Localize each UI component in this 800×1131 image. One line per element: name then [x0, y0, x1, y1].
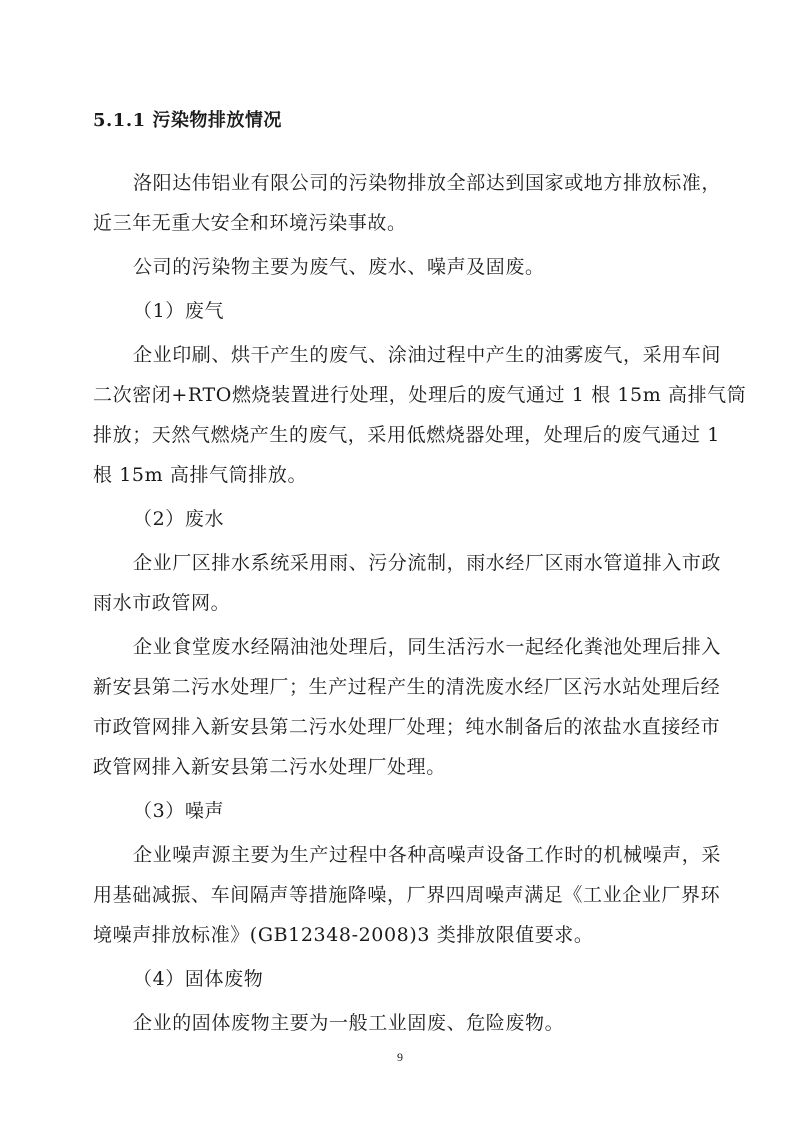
paragraph-line: 企业噪声源主要为生产过程中各种高噪声设备工作时的机械噪声，采	[133, 844, 722, 866]
subsection-heading-wastewater: （2）废水	[133, 508, 225, 530]
subsection-heading-noise: （3）噪声	[133, 800, 225, 822]
paragraph-line: 洛阳达伟铝业有限公司的污染物排放全部达到国家或地方排放标准，	[133, 172, 722, 194]
paragraph-line: 公司的污染物主要为废气、废水、噪声及固废。	[133, 256, 545, 278]
paragraph-line: 根 15m 高排气筒排放。	[93, 464, 308, 486]
paragraph-line: 雨水市政管网。	[93, 592, 231, 614]
paragraph-line: 企业食堂废水经隔油池处理后，同生活污水一起经化粪池处理后排入	[133, 636, 722, 658]
paragraph-line: 市政管网排入新安县第二污水处理厂处理；纯水制备后的浓盐水直接经市	[93, 716, 721, 738]
paragraph-line: 企业的固体废物主要为一般工业固废、危险废物。	[133, 1012, 565, 1034]
paragraph-line: 境噪声排放标准》(GB12348-2008)3 类排放限值要求。	[93, 924, 594, 946]
paragraph-line: 二次密闭+RTO燃烧装置进行处理，处理后的废气通过 1 根 15m 高排气筒	[93, 384, 747, 406]
paragraph-line: 企业厂区排水系统采用雨、污分流制，雨水经厂区雨水管道排入市政	[133, 552, 722, 574]
paragraph-line: 新安县第二污水处理厂；生产过程产生的清洗废水经厂区污水站处理后经	[93, 676, 721, 698]
page-number: 9	[397, 1050, 403, 1064]
paragraph-line: 企业印刷、烘干产生的废气、涂油过程中产生的油雾废气，采用车间	[133, 344, 722, 366]
subsection-heading-exhaust-gas: （1）废气	[133, 300, 225, 322]
paragraph-line: 政管网排入新安县第二污水处理厂处理。	[93, 756, 446, 778]
subsection-heading-solid-waste: （4）固体废物	[133, 968, 264, 990]
paragraph-line: 用基础减振、车间隔声等措施降噪，厂界四周噪声满足《工业企业厂界环	[93, 884, 721, 906]
paragraph-line: 排放；天然气燃烧产生的废气，采用低燃烧器处理，处理后的废气通过 1	[93, 424, 720, 446]
section-heading: 5.1.1 污染物排放情况	[93, 110, 282, 131]
paragraph-line: 近三年无重大安全和环境污染事故。	[93, 212, 407, 234]
